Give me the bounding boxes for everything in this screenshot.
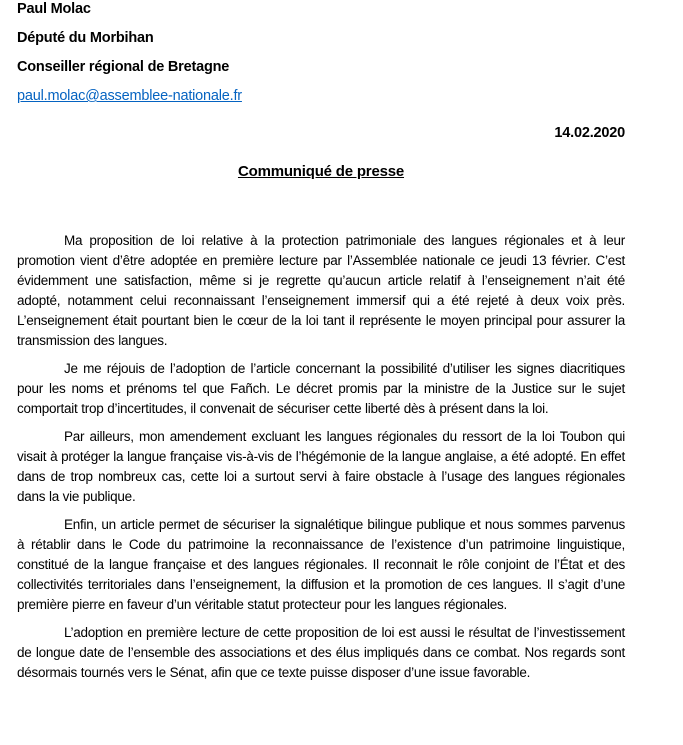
sender-email-line [17, 89, 625, 104]
document-body [17, 231, 625, 683]
paragraph-2: Je me réjouis de l’adoption de l’article concernant la possibilité d’utiliser les signes diacritiques pour les noms et prénoms tel que Fañch. Le décret promis par la ministre de la Justice sur le sujet comportait trop d’incertitudes, il convenait de sécuriser cette liberté dès à présent dans la loi. [17, 361, 625, 416]
document-date: 14.02.2020 [554, 125, 625, 141]
sender-role-councillor: Conseiller régional de Bretagne [17, 59, 230, 75]
paragraph-5: L’adoption en première lecture de cette proposition de loi est aussi le résultat de l’investissement de longue date de l’ensemble des associations et des élus impliqués dans ce combat. Nos regards sont désormais tournés vers le Sénat, afin que ce texte puisse disposer d’une issue favorable. [17, 625, 625, 680]
paragraph-4: Enfin, un article permet de sécuriser la signalétique bilingue publique et nous sommes parvenus à rétablir dans le Code du patrimoine la reconnaissance de l’existence d’un patrimoine linguistique, constitué de la langue française et des langues régionales. Il reconnait le rôle conjoint de l’État et des collectivités territoriales dans l’enseignement, la diffusion et la promotion de ces langues. Il s’agit d’une première pierre en faveur d’un véritable statut protecteur pour les langues régionales. [17, 517, 625, 612]
paragraph-3: Par ailleurs, mon amendement excluant les langues régionales du ressort de la loi Toubon qui visait à protéger la langue française vis-à-vis de l’hégémonie de la langue anglaise, a été adopté. En effet dans de trop nombreux cas, cette loi a surtout servi à faire obstacle à l’usage des langues régionales dans la vie publique. [17, 429, 625, 504]
paragraph-1: Ma proposition de loi relative à la protection patrimoniale des langues régionales et à leur promotion vient d’être adoptée en première lecture par l’Assemblée nationale ce jeudi 13 février. C’est évidemment une satisfaction, même si je regrette qu’aucun article relatif à l’enseignement n’ait été adopté, notamment celui reconnaissant l’enseignement immersif qui a été rejeté à deux voix près. L’enseignement était pourtant bien le cœur de la loi tant il représente le moyen principal pour assurer la transmission des langues. [17, 233, 625, 348]
document-title: Communiqué de presse [237, 163, 405, 180]
email-link[interactable]: paul.molac@assemblee-nationale.fr [17, 88, 242, 104]
sender-role-deputy: Député du Morbihan [17, 30, 154, 46]
sender-name: Paul Molac [17, 1, 91, 17]
